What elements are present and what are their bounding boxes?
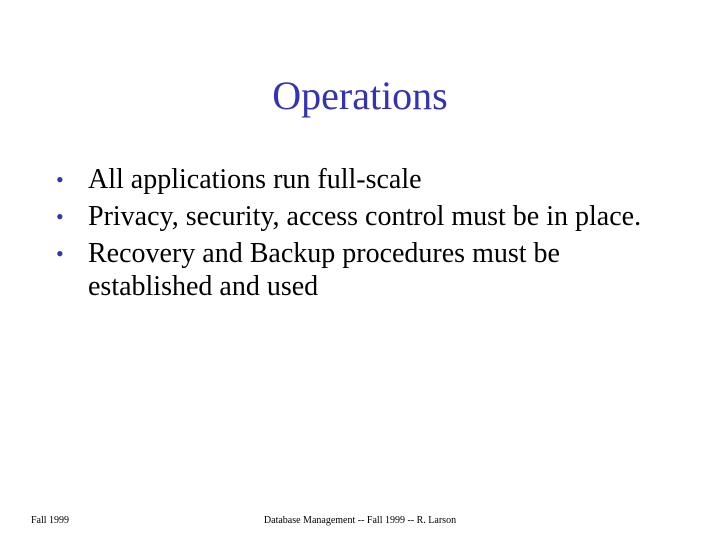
bullet-item (56, 200, 676, 233)
bullet-text: All applications run full-scale (88, 164, 422, 195)
bullet-text: Privacy, security, access control must be in place. (88, 201, 642, 232)
bullet-marker: • (56, 204, 64, 229)
footer-course: Database Management -- Fall 1999 -- R. Larson (263, 515, 457, 526)
slide-title: Operations (272, 73, 448, 118)
footer-date: Fall 1999 (31, 515, 70, 526)
bullet-item (56, 163, 676, 196)
bullet-marker: • (56, 167, 64, 192)
bullet-list (56, 163, 676, 307)
bullet-text: Recovery and Backup procedures must be established and used (88, 238, 560, 302)
bullet-item (56, 237, 676, 303)
bullet-marker: • (56, 241, 64, 266)
